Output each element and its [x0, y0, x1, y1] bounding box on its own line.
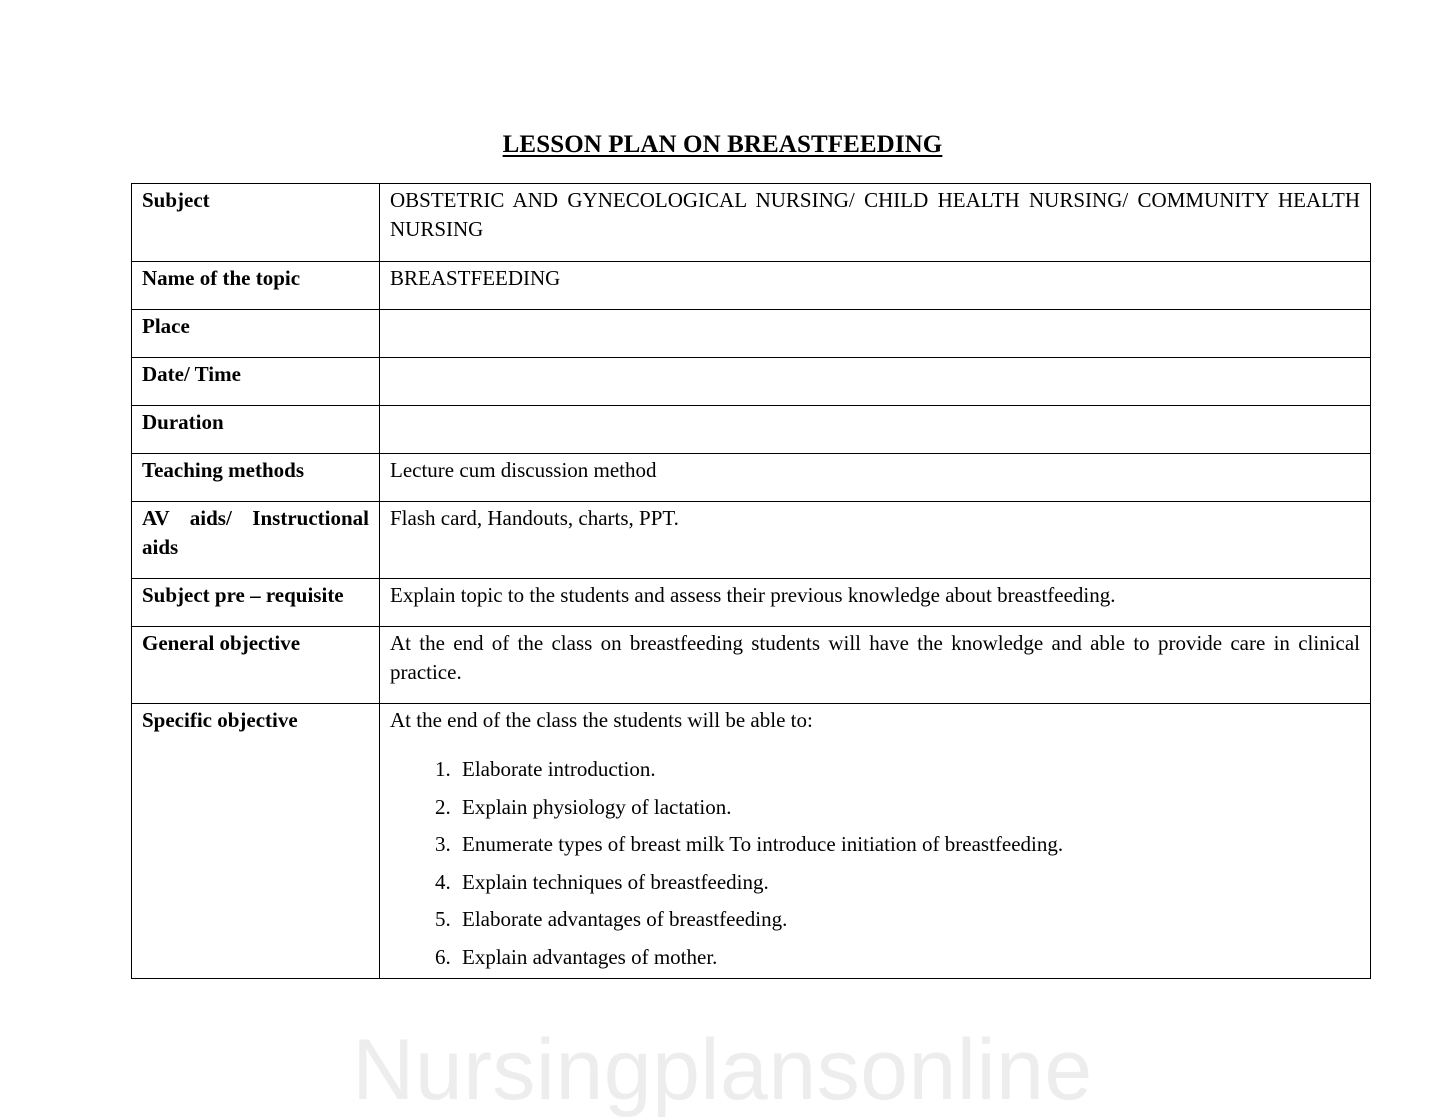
row-value-place	[380, 310, 1371, 358]
row-label-topic: Name of the topic	[132, 262, 380, 310]
row-value-av-aids: Flash card, Handouts, charts, PPT.	[380, 502, 1371, 579]
table-row-datetime	[132, 358, 1371, 406]
list-item: 6. Explain advantages of mother.	[456, 939, 1360, 977]
row-label-place: Place	[132, 310, 380, 358]
page-title: LESSON PLAN ON BREASTFEEDING	[502, 131, 943, 158]
watermark: Nursingplansonline	[352, 1022, 1093, 1118]
row-value-datetime	[380, 358, 1371, 406]
table-row-duration	[132, 406, 1371, 454]
row-value-methods: Lecture cum discussion method	[380, 454, 1371, 502]
list-item: 4. Explain techniques of breastfeeding.	[456, 864, 1360, 902]
row-label-general-objective: General objective	[132, 627, 380, 704]
row-label-av-aids: AV aids/ Instructional aids	[132, 502, 380, 579]
row-label-subject: Subject	[132, 184, 380, 262]
row-label-duration: Duration	[132, 406, 380, 454]
row-value-specific-objective	[380, 704, 1371, 979]
row-label-specific-objective: Specific objective	[132, 704, 380, 979]
specific-objective-intro: At the end of the class the students will be able to:	[390, 708, 813, 732]
list-item: 5. Elaborate advantages of breastfeeding.	[456, 901, 1360, 939]
row-label-datetime: Date/ Time	[132, 358, 380, 406]
table-row-place	[132, 310, 1371, 358]
row-value-general-objective: At the end of the class on breastfeeding students will have the knowledge and able to provide care in clinical practice.	[380, 627, 1371, 704]
list-item: 3. Enumerate types of breast milk To introduce initiation of breastfeeding.	[456, 826, 1360, 864]
lesson-plan-table	[131, 183, 1371, 979]
row-label-prerequisite: Subject pre – requisite	[132, 579, 380, 627]
list-item: 2. Explain physiology of lactation.	[456, 789, 1360, 827]
row-value-topic: BREASTFEEDING	[380, 262, 1371, 310]
specific-objective-list	[390, 751, 1360, 976]
list-item: 1. Elaborate introduction.	[456, 751, 1360, 789]
table-row-specific-objective	[132, 704, 1371, 979]
table-row-topic	[132, 262, 1371, 310]
row-value-prerequisite: Explain topic to the students and assess their previous knowledge about breastfeeding.	[380, 579, 1371, 627]
table-row-general-objective	[132, 627, 1371, 704]
row-label-methods: Teaching methods	[132, 454, 380, 502]
table-row-av-aids	[132, 502, 1371, 579]
table-row-methods	[132, 454, 1371, 502]
table-row-subject	[132, 184, 1371, 262]
table-row-prerequisite	[132, 579, 1371, 627]
row-value-subject: OBSTETRIC AND GYNECOLOGICAL NURSING/ CHILD HEALTH NURSING/ COMMUNITY HEALTH NURSING	[380, 184, 1371, 262]
row-value-duration	[380, 406, 1371, 454]
